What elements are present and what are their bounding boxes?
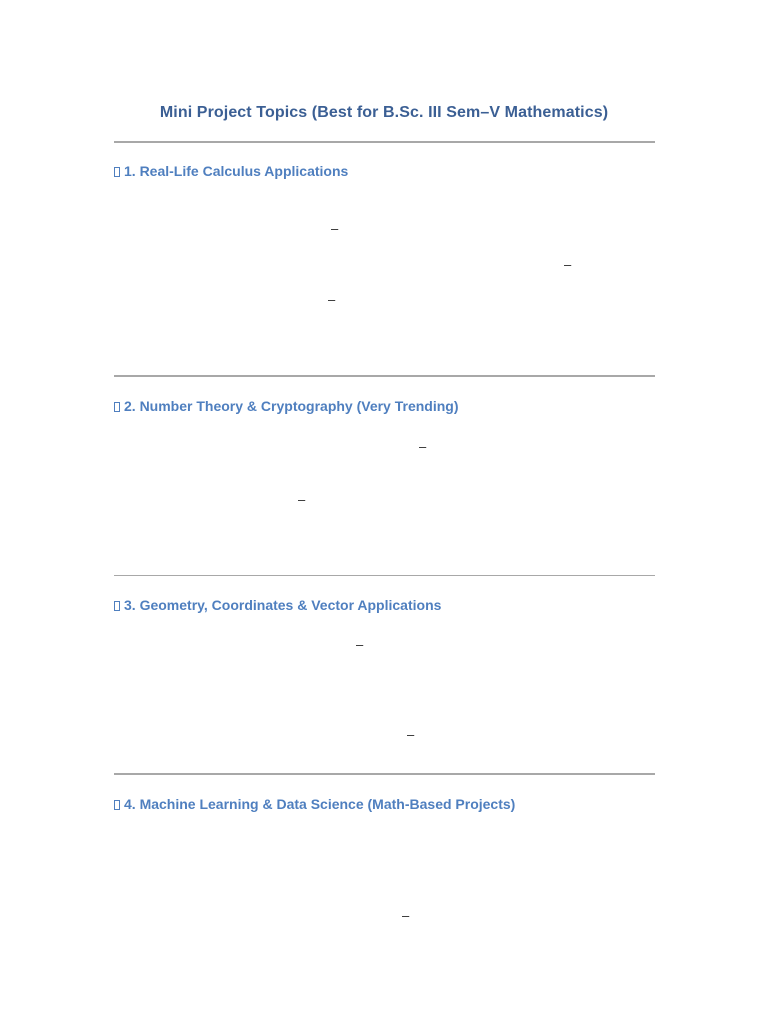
divider — [114, 575, 655, 576]
missing-glyph-icon — [114, 167, 120, 177]
missing-glyph-icon — [114, 402, 120, 412]
dash-mark: – — [331, 221, 339, 236]
section-heading-4 — [114, 796, 515, 812]
dash-mark: – — [356, 637, 364, 652]
section-heading-3 — [114, 597, 441, 613]
missing-glyph-icon — [114, 601, 120, 611]
divider — [114, 141, 655, 143]
section-heading-text: 1. Real-Life Calculus Applications — [124, 163, 349, 179]
missing-glyph-icon — [114, 800, 120, 810]
section-heading-1 — [114, 163, 348, 179]
page-title: Mini Project Topics (Best for B.Sc. III Sem–V Mathematics) — [159, 104, 609, 121]
dash-mark: – — [407, 727, 415, 742]
section-heading-text: 4. Machine Learning & Data Science (Math-Based Projects) — [124, 796, 516, 812]
dash-mark: – — [564, 257, 572, 272]
dash-mark: – — [298, 492, 306, 507]
dash-mark: – — [402, 908, 410, 923]
dash-mark: – — [328, 292, 336, 307]
section-heading-text: 3. Geometry, Coordinates & Vector Applications — [124, 597, 442, 613]
dash-mark: – — [419, 439, 427, 454]
section-heading-2 — [114, 398, 459, 414]
divider — [114, 375, 655, 377]
divider — [114, 773, 655, 775]
section-heading-text: 2. Number Theory & Cryptography (Very Trending) — [124, 398, 459, 414]
